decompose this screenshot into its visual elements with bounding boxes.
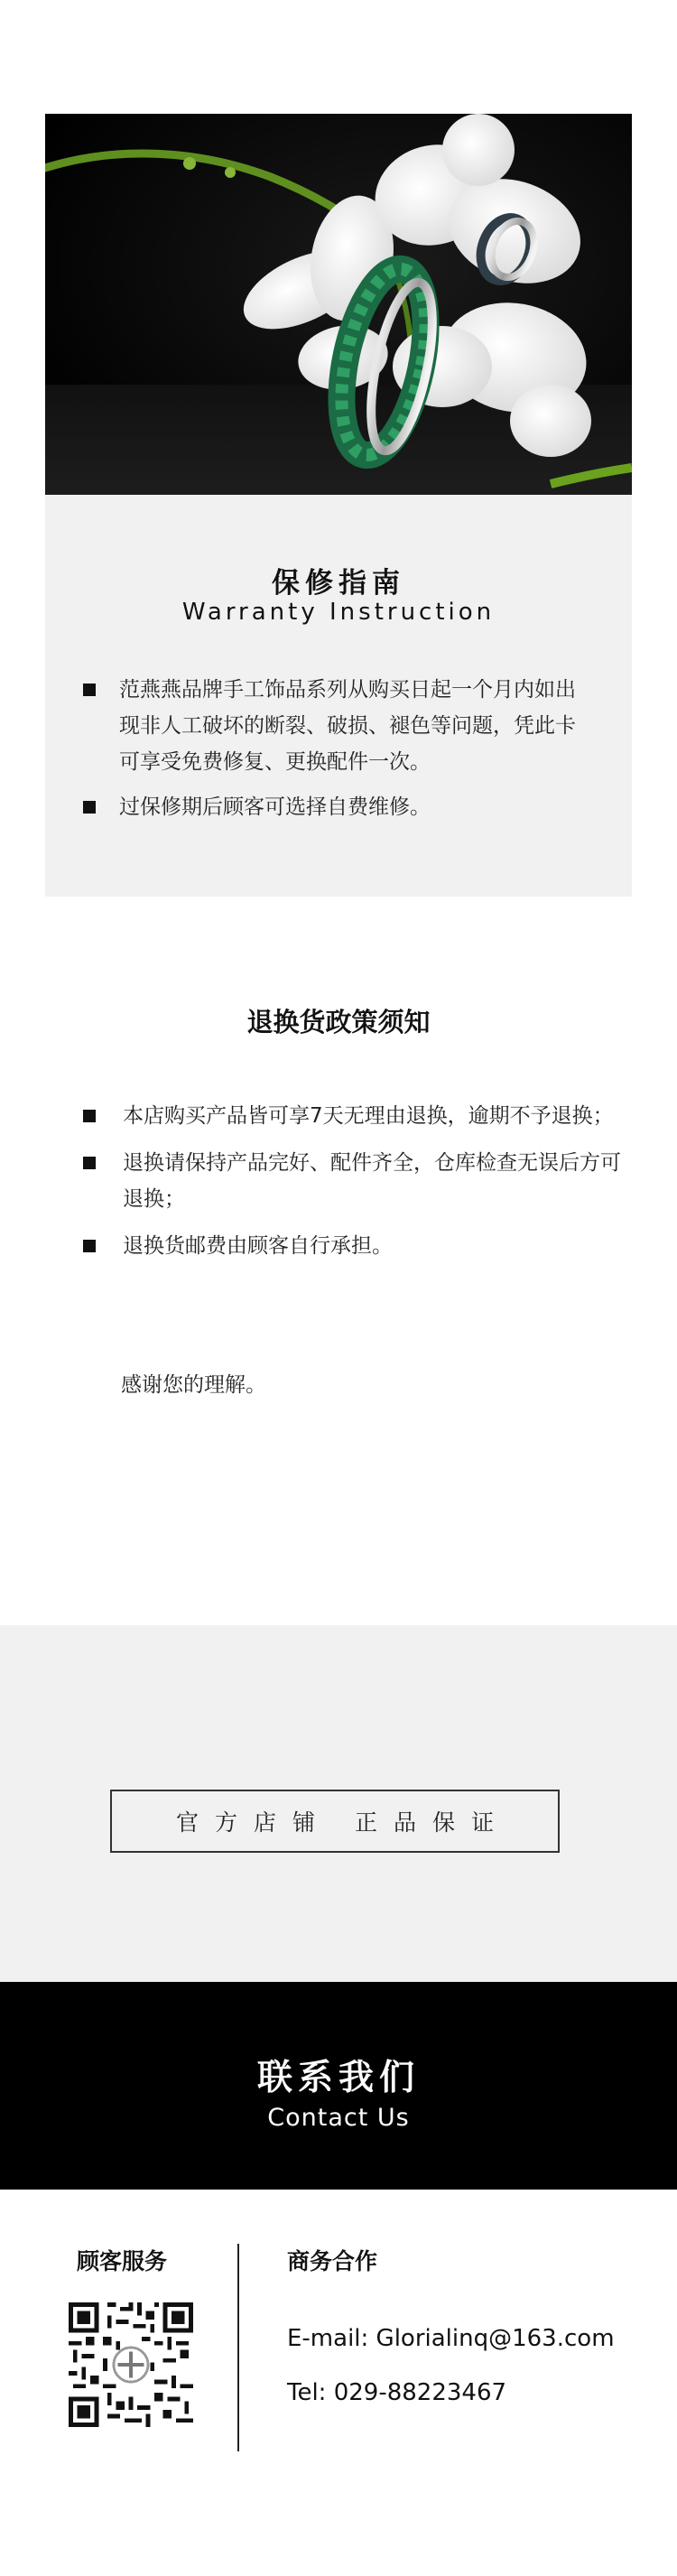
bullet-square-icon: [83, 1240, 96, 1252]
business-label: 商务合作: [287, 2248, 378, 2274]
official-store-badge: 官方店铺 正品保证: [110, 1790, 560, 1853]
list-item: [83, 789, 589, 825]
list-item: [83, 1228, 625, 1264]
warranty-section: [45, 495, 632, 897]
warranty-title: 保修指南: [272, 567, 405, 600]
bullet-square-icon: [83, 1110, 96, 1122]
contact-header: [0, 1982, 677, 2190]
list-item: [83, 1145, 625, 1217]
warranty-subtitle: Warranty Instruction: [181, 599, 496, 626]
hero-image: [45, 114, 632, 495]
contact-footer: [0, 2190, 677, 2576]
rings-orchid-illustration: [45, 114, 632, 495]
qr-code-icon[interactable]: [69, 2302, 193, 2427]
bullet-square-icon: [83, 684, 96, 696]
bullet-square-icon: [83, 1157, 96, 1169]
return-item-text: 本店购买产品皆可享7天无理由退换，逾期不予退换；: [123, 1104, 614, 1128]
customer-service-label: 顾客服务: [77, 2248, 168, 2274]
contact-subtitle: Contact Us: [267, 2104, 410, 2132]
warranty-item-text: 过保修期后顾客可选择自费维修。: [119, 795, 431, 819]
return-policy-section: [45, 1002, 632, 1258]
contact-title: 联系我们: [256, 2058, 420, 2098]
list-item: [83, 1098, 625, 1134]
warranty-list: [83, 672, 589, 834]
footer-divider: [237, 2244, 239, 2451]
phone-text[interactable]: Tel: 029-88223467: [287, 2379, 507, 2406]
email-text[interactable]: E-mail: Glorialinq@163.com: [287, 2325, 615, 2352]
thanks-note: 感谢您的理解。: [121, 1373, 266, 1397]
return-policy-title: 退换货政策须知: [246, 1007, 431, 1037]
return-item-text: 退换货邮费由顾客自行承担。: [123, 1234, 393, 1258]
official-store-band: [0, 1625, 677, 1982]
return-item-text: 退换请保持产品完好、配件齐全，仓库检查无误后方可退换；: [123, 1151, 621, 1211]
return-policy-list: [83, 1098, 625, 1275]
list-item: [83, 672, 589, 780]
warranty-item-text: 范燕燕品牌手工饰品系列从购买日起一个月内如出现非人工破坏的断裂、破损、褪色等问题，凭此卡可享受免费修复、更换配件一次。: [119, 678, 576, 774]
bullet-square-icon: [83, 801, 96, 814]
